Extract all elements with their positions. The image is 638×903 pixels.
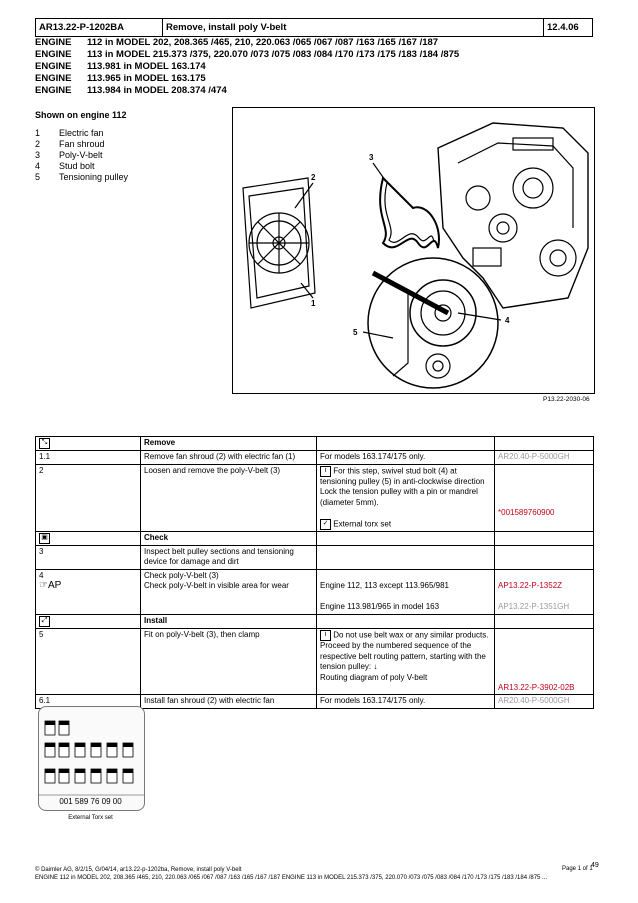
- legend-item: 3 Poly-V-belt: [35, 150, 103, 160]
- tool-number: 001 589 76 09 00: [59, 797, 122, 806]
- footer-line: © Daimler AG, 8/2/15, G/04/14, ar13.22-p-1202ba, Remove, install poly V-belt: [35, 867, 242, 873]
- ap-icon: ☞AP: [39, 580, 62, 592]
- reference-link[interactable]: AP13.22-P-1352Z: [498, 581, 563, 591]
- document-title: Remove, install poly V-belt: [163, 19, 544, 37]
- info-icon: i: [320, 630, 331, 641]
- procedure-table: [35, 436, 594, 709]
- engine-line: ENGINE 113.981 in MODEL 163.174: [35, 61, 206, 72]
- section-title: Install: [141, 614, 317, 628]
- tool-icon: ✓: [320, 519, 331, 530]
- engine-drawing: [233, 108, 594, 393]
- section-row-install: [36, 614, 594, 628]
- page-indicator: Page 1 of 1: [562, 866, 593, 872]
- callout-label: 2: [311, 173, 316, 182]
- document-code: AR13.22-P-1202BA: [36, 19, 163, 37]
- callout-label: 5: [353, 328, 358, 337]
- tool-caption: External Torx set: [68, 815, 113, 821]
- section-row-remove: [36, 437, 594, 451]
- reference-link[interactable]: AP13.22-P-1351GH: [498, 602, 570, 612]
- footer-line: ENGINE 112 in MODEL 202, 208.365 /465, 210, 220.063 /065 /067 /087 /163 /165 /167 /187 ENGINE 113 in MODEL 215.373 /375, 220.070 /073 /075 /083 /084 /170 /173 /175 /183 /184 /875 ...: [35, 875, 548, 881]
- engine-line: ENGINE 112 in MODEL 202, 208.365 /465, 210, 220.063 /065 /067 /087 /163 /165 /167 /187: [35, 37, 439, 48]
- figure-legend: [35, 128, 128, 183]
- torx-set-image: [38, 706, 145, 811]
- check-icon: ▣: [39, 533, 50, 544]
- section-title: Remove: [141, 437, 317, 451]
- table-row: 5 Fit on poly-V-belt (3), then clamp i Do not use belt wax or any similar products. Proceed by the numbered sequence of the respective belt routing pattern, starting with the tension pulley: ↓ Routing diagram of poly V-belt AR13.22-P-3902-02B: [36, 629, 594, 695]
- callout-label: 3: [369, 153, 374, 162]
- tool-link[interactable]: *001589760900: [498, 507, 555, 517]
- shown-on-label: Shown on engine 112: [35, 110, 127, 120]
- document-header: [35, 18, 593, 37]
- callout-label: 4: [505, 316, 510, 325]
- legend-item: 2 Fan shroud: [35, 139, 105, 149]
- section-row-check: [36, 531, 594, 545]
- table-row: 3 Inspect belt pulley sections and tensioning device for damage and dirt: [36, 545, 594, 569]
- table-row: 4 ☞AP Check poly-V-belt (3) Check poly-V-belt in visible area for wear Engine 112, 113 except 113.965/981 Engine 113.981/965 in model 163 AP13.22-P-1352Z AP13.22-P-1351GH: [36, 569, 594, 614]
- table-row: 1.1 Remove fan shroud (2) with electric fan (1) For models 163.174/175 only. AR20.40-P-5000GH: [36, 451, 594, 465]
- engine-line: ENGINE 113.965 in MODEL 163.175: [35, 73, 206, 84]
- engine-line: ENGINE 113 in MODEL 215.373 /375, 220.070 /073 /075 /083 /084 /170 /173 /175 /183 /184 /875: [35, 49, 460, 60]
- info-icon: i: [320, 466, 331, 477]
- reference-link[interactable]: AR20.40-P-5000GH: [495, 451, 594, 465]
- torx-set-drawing: [39, 707, 144, 797]
- reference-link[interactable]: AR13.22-P-3902-02B: [498, 682, 575, 692]
- legend-item: 5 Tensioning pulley: [35, 172, 129, 182]
- table-row: 2 Loosen and remove the poly-V-belt (3) i For this step, swivel stud bolt (4) at tensioning pulley (5) in anti-clockwise direction Lock the tension pulley with a pin or mandrel (diameter 5mm). ✓ External torx set *001589760900: [36, 464, 594, 531]
- document-date: 12.4.06: [544, 19, 593, 37]
- reference-link[interactable]: AR20.40-P-5000GH: [495, 695, 594, 709]
- figure-caption: P13.22-2030-06: [543, 396, 590, 403]
- engine-illustration: [232, 107, 595, 394]
- page-number: 49: [591, 862, 599, 869]
- page-footer: [35, 866, 595, 882]
- legend-item: 4 Stud bolt: [35, 161, 95, 171]
- section-title: Check: [141, 531, 317, 545]
- table-row: 6.1 Install fan shroud (2) with electric fan For models 163.174/175 only. AR20.40-P-5000GH: [36, 695, 594, 709]
- install-icon: ⤢: [39, 616, 50, 627]
- legend-item: 1 Electric fan: [35, 128, 104, 138]
- remove-icon: ⤡: [39, 438, 50, 449]
- callout-label: 1: [311, 299, 316, 308]
- engine-line: ENGINE 113.984 in MODEL 208.374 /474: [35, 85, 227, 96]
